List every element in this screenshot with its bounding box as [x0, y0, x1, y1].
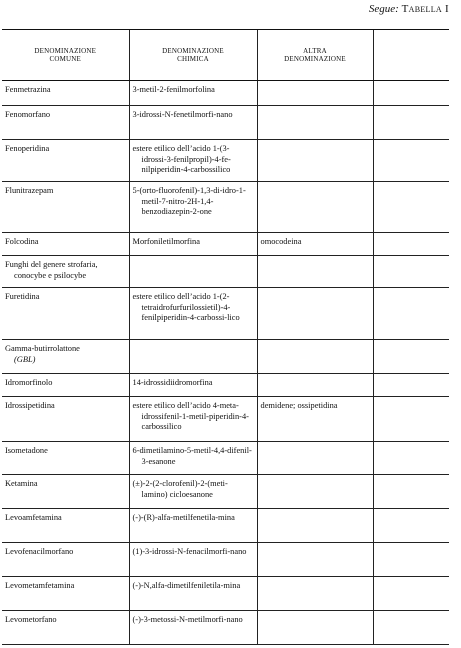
table-row — [2, 106, 449, 140]
other-name-cell — [257, 475, 373, 509]
common-name-cell: Fenoperidina — [2, 140, 129, 182]
common-name-cell: Idrossipetidina — [2, 397, 129, 442]
extra-cell — [373, 374, 449, 397]
other-name-cell — [257, 509, 373, 543]
table-header-row — [2, 30, 449, 81]
chemical-name-cell: (1)-3-idrossi-N-fenacilmorfi-nano — [129, 543, 257, 577]
table-row — [2, 288, 449, 340]
column-header-empty — [373, 30, 449, 81]
table-row — [2, 577, 449, 611]
other-name-cell — [257, 140, 373, 182]
common-name-cell: Idromorfinolo — [2, 374, 129, 397]
substances-table — [2, 29, 449, 645]
chemical-name-cell: estere etilico dell’acido 1-(2-tetraidrofurfurilossietil)-4-fenilpiperidin-4-carbossi-lico — [129, 288, 257, 340]
common-name-cell: Levofenacilmorfano — [2, 543, 129, 577]
chemical-name-cell: 14-idrossidiidromorfina — [129, 374, 257, 397]
extra-cell — [373, 442, 449, 475]
chemical-name-cell — [129, 340, 257, 374]
common-name-cell: Levometorfano — [2, 611, 129, 645]
chemical-name-cell: 6-dimetilamino-5-metil-4,4-difenil-3-esanone — [129, 442, 257, 475]
common-name-cell: Gamma-butirrolattone (GBL) — [2, 340, 129, 374]
extra-cell — [373, 81, 449, 106]
other-name-cell — [257, 81, 373, 106]
chemical-name-cell: Morfoniletilmorfina — [129, 233, 257, 256]
table-row — [2, 374, 449, 397]
common-name-cell: Flunitrazepam — [2, 182, 129, 233]
chemical-name-cell: (-)-3-metossi-N-metilmorfi-nano — [129, 611, 257, 645]
common-name-cell: Folcodina — [2, 233, 129, 256]
common-name-cell: Levoamfetamina — [2, 509, 129, 543]
extra-cell — [373, 577, 449, 611]
table-row — [2, 611, 449, 645]
extra-cell — [373, 340, 449, 374]
extra-cell — [373, 182, 449, 233]
extra-cell — [373, 106, 449, 140]
extra-cell — [373, 509, 449, 543]
common-name-abbrev: (GBL) — [14, 354, 36, 364]
common-name-cell: Levometamfetamina — [2, 577, 129, 611]
other-name-cell — [257, 442, 373, 475]
extra-cell — [373, 233, 449, 256]
other-name-cell — [257, 106, 373, 140]
column-header-common-name: DENOMINAZIONE COMUNE — [2, 30, 129, 81]
table-row — [2, 81, 449, 106]
common-name-cell: Furetidina — [2, 288, 129, 340]
chemical-name-cell: estere etilico dell’acido 1-(3-idrossi-3-fenilpropil)-4-fe-nilpiperidin-4-carbossilico — [129, 140, 257, 182]
chemical-name-cell: estere etilico dell’acido 4-meta-idrossifenil-1-metil-piperidin-4-carbossilico — [129, 397, 257, 442]
table-row — [2, 182, 449, 233]
other-name-cell — [257, 374, 373, 397]
table-row — [2, 509, 449, 543]
extra-cell — [373, 288, 449, 340]
chemical-name-cell: (±)-2-(2-clorofenil)-2-(meti-lamino) cicloesanone — [129, 475, 257, 509]
other-name-cell: demidene; ossipetidina — [257, 397, 373, 442]
other-name-cell — [257, 611, 373, 645]
chemical-name-cell: (-)-N,alfa-dimetilfeniletila-mina — [129, 577, 257, 611]
other-name-cell — [257, 543, 373, 577]
column-header-other-name: ALTRA DENOMINAZIONE — [257, 30, 373, 81]
extra-cell — [373, 397, 449, 442]
column-header-chemical-name: DENOMINAZIONE CHIMICA — [129, 30, 257, 81]
table-row — [2, 340, 449, 374]
extra-cell — [373, 543, 449, 577]
table-row — [2, 543, 449, 577]
extra-cell — [373, 611, 449, 645]
table-row — [2, 233, 449, 256]
other-name-cell — [257, 577, 373, 611]
table-label: Tabella I — [401, 3, 449, 15]
extra-cell — [373, 475, 449, 509]
chemical-name-cell: 5-(orto-fluorofenil)-1,3-di-idro-1-metil-7-nitro-2H-1,4-benzodiazepin-2-one — [129, 182, 257, 233]
table-row — [2, 397, 449, 442]
common-name-cell: Fenmetrazina — [2, 81, 129, 106]
common-name-cell: Ketamina — [2, 475, 129, 509]
page-header — [369, 3, 449, 15]
segue-label: Segue: — [368, 3, 399, 15]
common-name-cell: Fenomorfano — [2, 106, 129, 140]
other-name-cell — [257, 340, 373, 374]
other-name-cell: omocodeina — [257, 233, 373, 256]
chemical-name-cell: 3-idrossi-N-fenetilmorfi-nano — [129, 106, 257, 140]
table-row — [2, 475, 449, 509]
extra-cell — [373, 256, 449, 288]
table-row — [2, 140, 449, 182]
chemical-name-cell: 3-metil-2-fenilmorfolina — [129, 81, 257, 106]
table-row — [2, 256, 449, 288]
chemical-name-cell — [129, 256, 257, 288]
table-row — [2, 442, 449, 475]
chemical-name-cell: (-)-(R)-alfa-metilfenetila-mina — [129, 509, 257, 543]
common-name-cell: Isometadone — [2, 442, 129, 475]
extra-cell — [373, 140, 449, 182]
common-name-cell: Funghi del genere strofaria, conocybe e psilocybe — [2, 256, 129, 288]
other-name-cell — [257, 288, 373, 340]
other-name-cell — [257, 256, 373, 288]
other-name-cell — [257, 182, 373, 233]
